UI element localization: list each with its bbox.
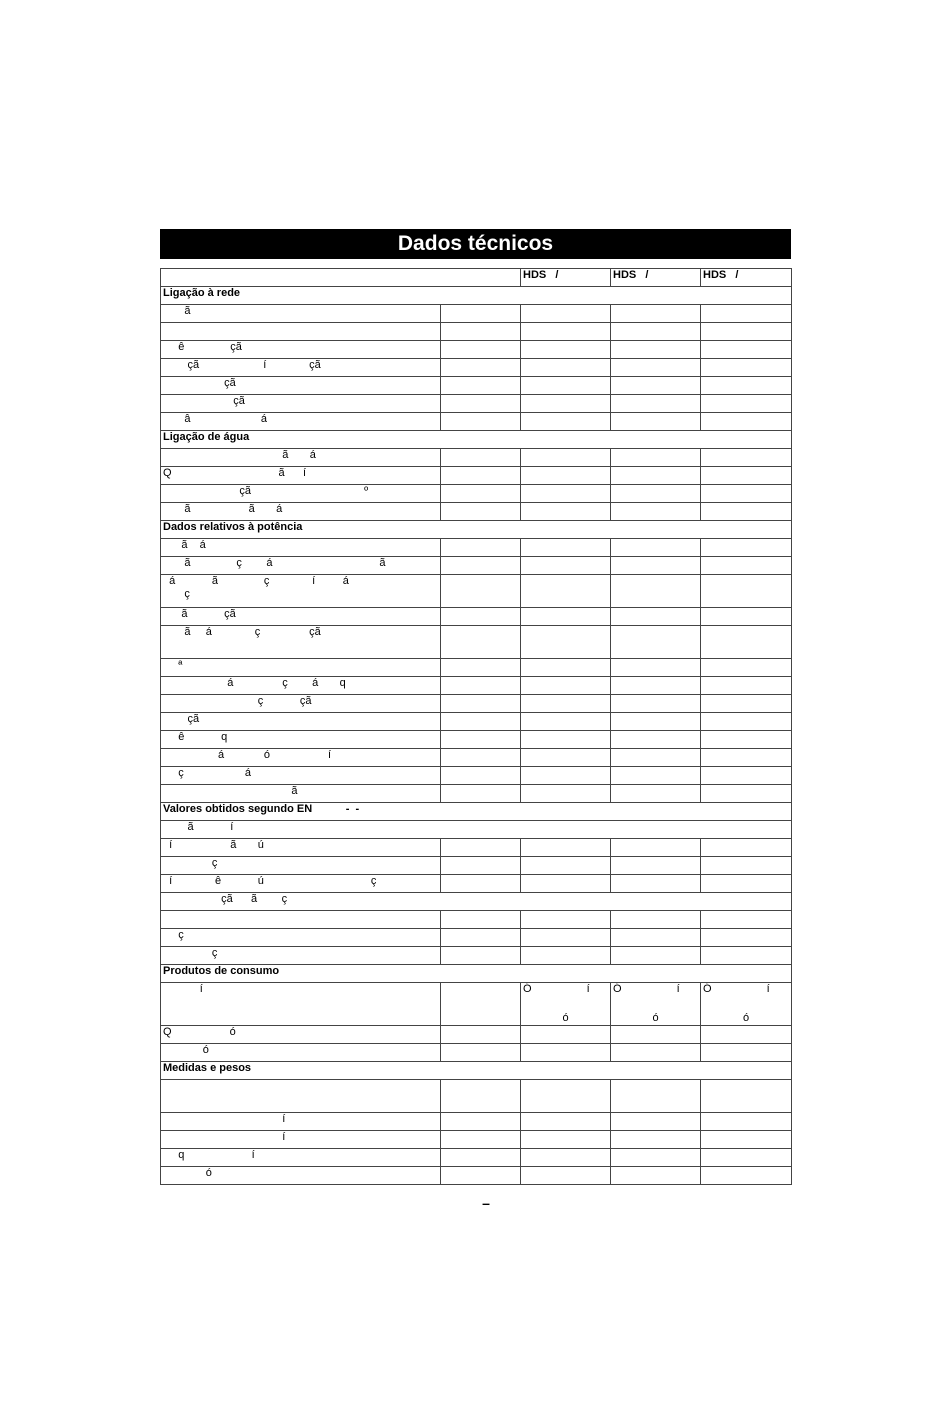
row-label: á ó í	[161, 749, 441, 767]
table-header-row	[161, 269, 792, 287]
row-label: ó	[161, 1167, 441, 1185]
table-row	[161, 983, 792, 1026]
value-cell	[611, 767, 701, 785]
section-heading: Valores obtidos segundo EN - -	[161, 803, 792, 821]
value-cell	[441, 947, 521, 965]
value-cell	[441, 929, 521, 947]
row-label: ç á	[161, 767, 441, 785]
value-cell	[611, 539, 701, 557]
table-row	[161, 305, 792, 323]
value-cell	[701, 626, 792, 659]
value-cell	[611, 749, 701, 767]
table-row	[161, 911, 792, 929]
consumable-bottom: ó	[742, 1012, 750, 1024]
value-cell	[611, 713, 701, 731]
value-cell	[611, 839, 701, 857]
value-cell	[701, 947, 792, 965]
table-row	[161, 1149, 792, 1167]
row-label: í ê ú ç	[161, 875, 441, 893]
value-cell	[611, 677, 701, 695]
value-cell	[701, 659, 792, 677]
value-cell	[611, 1080, 701, 1113]
page-number: –	[482, 1195, 490, 1211]
section-heading: Dados relativos à potência	[161, 521, 792, 539]
value-cell	[701, 1149, 792, 1167]
section-valores	[161, 803, 792, 821]
consumable-top: Ó í	[703, 983, 770, 995]
column-header	[161, 269, 521, 287]
value-cell	[611, 413, 701, 431]
table-row	[161, 467, 792, 485]
row-label: ç çã	[161, 695, 441, 713]
value-cell	[521, 695, 611, 713]
value-cell	[611, 875, 701, 893]
row-label: ç	[161, 857, 441, 875]
table-row	[161, 695, 792, 713]
table-row	[161, 677, 792, 695]
value-cell	[701, 449, 792, 467]
row-label: ó	[161, 1044, 441, 1062]
row-label: ç	[161, 929, 441, 947]
table-row	[161, 539, 792, 557]
value-cell	[521, 1131, 611, 1149]
value-cell	[701, 1167, 792, 1185]
value-cell	[521, 929, 611, 947]
value-cell	[441, 749, 521, 767]
value-cell	[611, 1044, 701, 1062]
consumable-cell	[521, 983, 611, 1026]
value-cell	[521, 359, 611, 377]
row-label: ã á	[161, 539, 441, 557]
value-cell	[441, 413, 521, 431]
value-cell	[521, 767, 611, 785]
row-label: çã	[161, 713, 441, 731]
value-cell	[521, 341, 611, 359]
value-cell	[521, 731, 611, 749]
value-cell	[521, 839, 611, 857]
value-cell	[441, 341, 521, 359]
table-row	[161, 875, 792, 893]
value-cell	[701, 1080, 792, 1113]
column-header: HDS /	[521, 269, 611, 287]
table-row	[161, 749, 792, 767]
table-row	[161, 341, 792, 359]
value-cell	[441, 395, 521, 413]
value-cell	[611, 323, 701, 341]
value-cell	[701, 485, 792, 503]
value-cell	[441, 608, 521, 626]
value-cell	[701, 413, 792, 431]
value-cell	[611, 659, 701, 677]
table-row	[161, 767, 792, 785]
table-row	[161, 1080, 792, 1113]
table-row	[161, 947, 792, 965]
value-cell	[611, 1167, 701, 1185]
value-cell	[521, 503, 611, 521]
row-label: ã çã	[161, 608, 441, 626]
value-cell	[441, 305, 521, 323]
value-cell	[521, 575, 611, 608]
row-label: çã º	[161, 485, 441, 503]
value-cell	[441, 1167, 521, 1185]
value-cell	[611, 695, 701, 713]
table-row	[161, 626, 792, 659]
table-row	[161, 659, 792, 677]
table-row	[161, 713, 792, 731]
value-cell	[701, 323, 792, 341]
value-cell	[701, 713, 792, 731]
value-cell	[521, 749, 611, 767]
section-medidas	[161, 1062, 792, 1080]
value-cell	[701, 677, 792, 695]
value-cell	[611, 608, 701, 626]
section-2	[161, 521, 792, 539]
value-cell	[701, 857, 792, 875]
value-cell	[441, 1080, 521, 1113]
value-cell	[701, 1026, 792, 1044]
value-cell	[441, 1149, 521, 1167]
value-cell	[521, 305, 611, 323]
value-cell	[611, 785, 701, 803]
table-row	[161, 575, 792, 608]
table-row	[161, 857, 792, 875]
value-cell	[441, 1026, 521, 1044]
row-label: ã ã á	[161, 503, 441, 521]
value-cell	[521, 467, 611, 485]
value-cell	[701, 503, 792, 521]
value-cell	[701, 359, 792, 377]
value-cell	[521, 1044, 611, 1062]
value-cell	[441, 539, 521, 557]
value-cell	[701, 377, 792, 395]
value-cell	[701, 539, 792, 557]
value-cell	[521, 875, 611, 893]
value-cell	[521, 785, 611, 803]
value-cell	[441, 839, 521, 857]
table-row	[161, 323, 792, 341]
consumable-bottom: ó	[562, 1012, 569, 1024]
table-row	[161, 485, 792, 503]
row-label: çã	[161, 377, 441, 395]
section-heading: Produtos de consumo	[161, 965, 792, 983]
value-cell	[611, 731, 701, 749]
table-row	[161, 413, 792, 431]
row-label: í	[161, 983, 441, 1026]
value-cell	[441, 731, 521, 749]
section-heading: Ligação de água	[161, 431, 792, 449]
value-cell	[611, 305, 701, 323]
value-cell	[521, 413, 611, 431]
row-label: ê q	[161, 731, 441, 749]
value-cell	[521, 1080, 611, 1113]
row-label: ã á	[161, 449, 441, 467]
row-label: çã ã ç	[161, 893, 792, 911]
value-cell	[441, 659, 521, 677]
value-cell	[701, 608, 792, 626]
table-row	[161, 1026, 792, 1044]
value-cell	[701, 911, 792, 929]
value-cell	[701, 575, 792, 608]
table-row	[161, 377, 792, 395]
value-cell	[521, 449, 611, 467]
row-label: á ç á q	[161, 677, 441, 695]
value-cell	[701, 731, 792, 749]
table-row	[161, 1167, 792, 1185]
value-cell	[701, 1113, 792, 1131]
value-cell	[441, 785, 521, 803]
column-header: HDS /	[611, 269, 701, 287]
consumable-cell	[611, 983, 701, 1026]
table-row	[161, 839, 792, 857]
row-label: çã í çã	[161, 359, 441, 377]
value-cell	[521, 1149, 611, 1167]
row-label: ç	[161, 947, 441, 965]
value-cell	[611, 503, 701, 521]
value-cell	[441, 485, 521, 503]
value-cell	[521, 857, 611, 875]
value-cell	[611, 626, 701, 659]
value-cell	[521, 557, 611, 575]
value-cell	[611, 449, 701, 467]
value-cell	[521, 539, 611, 557]
value-cell	[521, 1167, 611, 1185]
table-row	[161, 608, 792, 626]
value-cell	[521, 677, 611, 695]
row-label: ã	[161, 785, 441, 803]
row-label: ã í	[161, 821, 792, 839]
value-cell	[521, 323, 611, 341]
page-title: Dados técnicos	[160, 229, 791, 259]
value-cell	[701, 557, 792, 575]
value-cell	[441, 557, 521, 575]
value-cell	[441, 1113, 521, 1131]
table-row	[161, 395, 792, 413]
row-label	[161, 911, 441, 929]
consumable-top: Ó í	[523, 983, 590, 995]
value-cell	[611, 557, 701, 575]
row-label: Q ã í	[161, 467, 441, 485]
value-cell	[521, 1113, 611, 1131]
value-cell	[701, 395, 792, 413]
section-0	[161, 287, 792, 305]
table-row	[161, 557, 792, 575]
value-cell	[611, 1026, 701, 1044]
row-label: í	[161, 1113, 441, 1131]
value-cell	[521, 377, 611, 395]
value-cell	[441, 503, 521, 521]
section-1	[161, 431, 792, 449]
value-cell	[701, 839, 792, 857]
value-cell	[611, 377, 701, 395]
table-row	[161, 785, 792, 803]
value-cell	[441, 983, 521, 1026]
value-cell	[701, 305, 792, 323]
table-row	[161, 1044, 792, 1062]
value-cell	[441, 449, 521, 467]
value-cell	[441, 1131, 521, 1149]
value-cell	[701, 1131, 792, 1149]
row-label: Q ó	[161, 1026, 441, 1044]
consumable-cell	[701, 983, 792, 1026]
value-cell	[521, 911, 611, 929]
row-label: q í	[161, 1149, 441, 1167]
table-row	[161, 821, 792, 839]
row-label: ã á ç çã	[161, 626, 441, 659]
value-cell	[521, 626, 611, 659]
value-cell	[521, 947, 611, 965]
value-cell	[441, 626, 521, 659]
value-cell	[521, 659, 611, 677]
value-cell	[611, 1113, 701, 1131]
value-cell	[441, 767, 521, 785]
value-cell	[611, 395, 701, 413]
value-cell	[441, 575, 521, 608]
row-label: çã	[161, 395, 441, 413]
value-cell	[611, 359, 701, 377]
row-label: ã ç á ã	[161, 557, 441, 575]
value-cell	[611, 1131, 701, 1149]
value-cell	[441, 695, 521, 713]
value-cell	[441, 377, 521, 395]
section-heading: Ligação à rede	[161, 287, 792, 305]
value-cell	[521, 1026, 611, 1044]
row-label: â á	[161, 413, 441, 431]
row-label	[161, 323, 441, 341]
consumable-top: Ó í	[613, 983, 680, 995]
section-heading: Medidas e pesos	[161, 1062, 792, 1080]
table-row	[161, 503, 792, 521]
value-cell	[441, 467, 521, 485]
table-row	[161, 731, 792, 749]
value-cell	[611, 467, 701, 485]
value-cell	[521, 395, 611, 413]
value-cell	[611, 1149, 701, 1167]
row-label: ª	[161, 659, 441, 677]
value-cell	[701, 767, 792, 785]
value-cell	[611, 575, 701, 608]
value-cell	[701, 785, 792, 803]
value-cell	[521, 713, 611, 731]
row-label: ê çã	[161, 341, 441, 359]
value-cell	[701, 341, 792, 359]
row-label: á ã ç í á ç	[161, 575, 441, 608]
value-cell	[701, 467, 792, 485]
table-row	[161, 449, 792, 467]
value-cell	[441, 911, 521, 929]
row-label: í ã ú	[161, 839, 441, 857]
table-row	[161, 1131, 792, 1149]
table-row	[161, 359, 792, 377]
table-row	[161, 1113, 792, 1131]
row-label	[161, 1080, 441, 1113]
value-cell	[441, 323, 521, 341]
section-consumo	[161, 965, 792, 983]
column-header: HDS /	[701, 269, 792, 287]
consumable-bottom: ó	[652, 1012, 659, 1024]
table-row	[161, 893, 792, 911]
value-cell	[441, 359, 521, 377]
table-row	[161, 929, 792, 947]
value-cell	[701, 695, 792, 713]
value-cell	[611, 911, 701, 929]
row-label: í	[161, 1131, 441, 1149]
value-cell	[611, 341, 701, 359]
value-cell	[441, 713, 521, 731]
value-cell	[611, 947, 701, 965]
value-cell	[701, 929, 792, 947]
value-cell	[521, 485, 611, 503]
value-cell	[441, 677, 521, 695]
value-cell	[441, 875, 521, 893]
value-cell	[521, 608, 611, 626]
value-cell	[441, 857, 521, 875]
value-cell	[611, 857, 701, 875]
value-cell	[701, 1044, 792, 1062]
value-cell	[701, 749, 792, 767]
value-cell	[441, 1044, 521, 1062]
value-cell	[611, 929, 701, 947]
row-label: ã	[161, 305, 441, 323]
value-cell	[611, 485, 701, 503]
technical-data-table	[160, 268, 792, 1185]
value-cell	[701, 875, 792, 893]
